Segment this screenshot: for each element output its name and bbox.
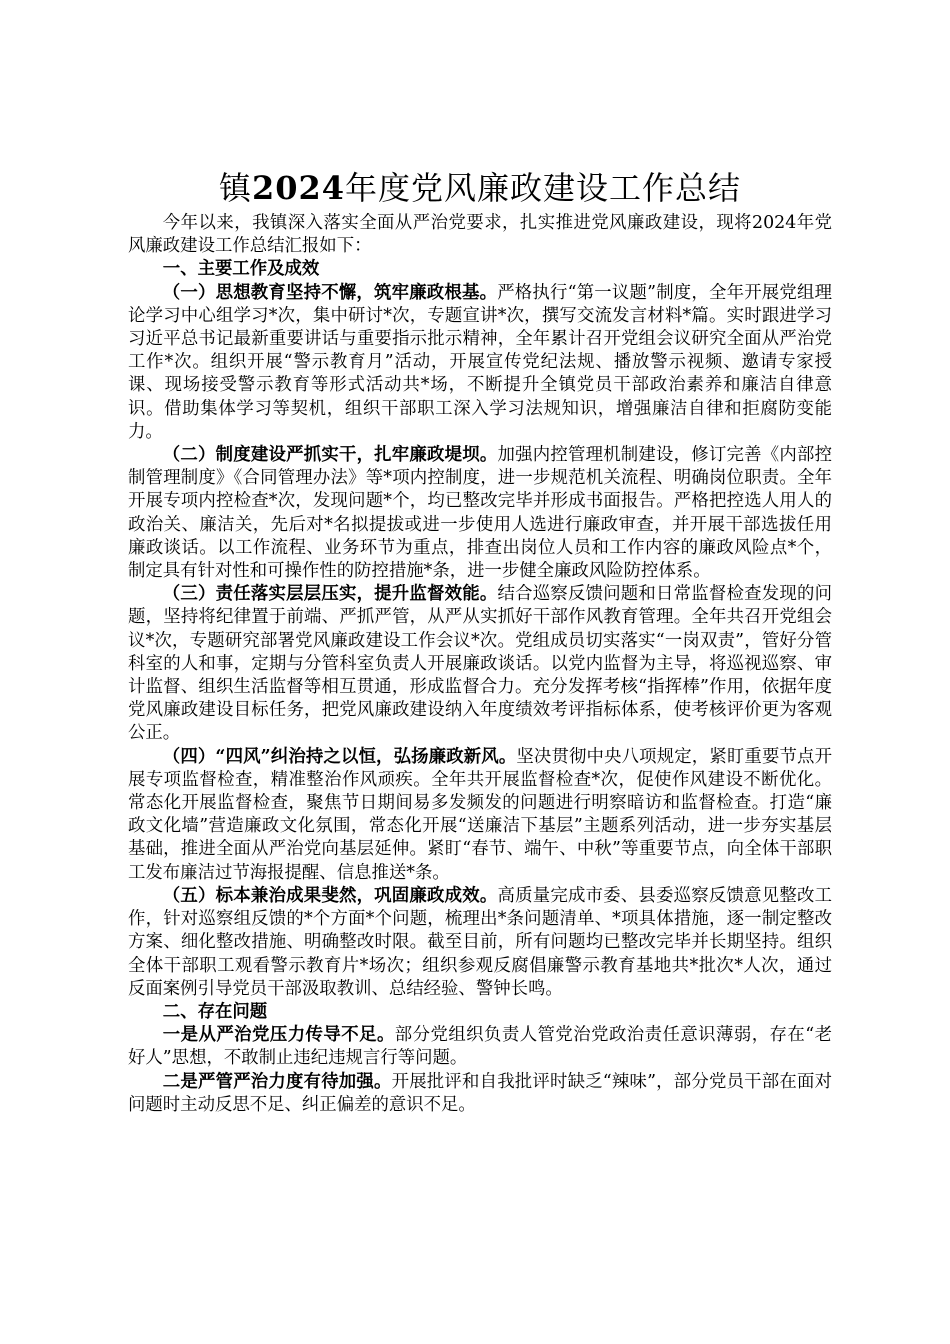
title-prefix: 镇 — [218, 169, 252, 207]
document-title — [128, 168, 832, 208]
section2-item-1 — [128, 1024, 832, 1070]
item-lead: （一）思想教育坚持不懈，筑牢廉政根基。 — [162, 282, 498, 303]
section2-heading: 二、存在问题 — [162, 1001, 268, 1022]
item-lead: （二）制度建设严抓实干，扎牢廉政堤坝。 — [162, 445, 498, 466]
item-body: 结合巡察反馈问题和日常监督检查发现的问题，坚持将纪律置于前端、严抓严管，从严从实抓好干部作风教育管理。全年共召开党组会议*次，专题研究部署党风廉政建设工作会议*次。党组成员切实落实“一岗双责”，管好分管科室的人和事，定期与分管科室负责人开展廉政谈话。以党内监督为主导，将巡视巡察、审计监督、组织生活监督等相互贯通，形成监督合力。充分发挥考核“指挥棒”作用，依据年度党风廉政建设目标任务，把党风廉政建设纳入年度绩效考评指标体系，使考核评价更为客观公正。 — [128, 584, 832, 744]
section1-item-4 — [128, 746, 832, 885]
section1-item-5 — [128, 885, 832, 1001]
item-lead: （五）标本兼治成果斐然，巩固廉政成效。 — [162, 885, 498, 906]
section1-item-3 — [128, 583, 832, 745]
item-lead: （四）“四风”纠治持之以恒，弘扬廉政新风。 — [162, 746, 517, 767]
section1-item-2 — [128, 444, 832, 583]
item-body: 部分党组织负责人管党治党政治责任意识薄弱，存在“老好人”思想，不敢制止违纪违规言行等问题。 — [128, 1025, 832, 1069]
item-body: 严格执行“第一议题”制度，全年开展党组理论学习中心组学习*次，集中研讨*次，专题宣讲*次，撰写交流发言材料*篇。实时跟进学习习近平总书记最新重要讲话与重要指示批示精神，全年累计召开党组会议研究全面从严治党工作*次。组织开展“警示教育月”活动，开展宣传党纪法规、播放警示视频、邀请专家授课、现场接受警示教育等形式活动共*场，不断提升全镇党员干部政治素养和廉洁自律意识。借助集体学习等契机，组织干部职工深入学习法规知识，增强廉洁自律和拒腐防变能力。 — [128, 282, 832, 442]
intro-paragraph: 今年以来，我镇深入落实全面从严治党要求，扎实推进党风廉政建设，现将2024年党风廉政建设工作总结汇报如下： — [128, 213, 832, 257]
section2-item-2 — [128, 1071, 832, 1117]
section1-heading: 一、主要工作及成效 — [162, 259, 320, 280]
document-page — [128, 168, 832, 1117]
item-lead: 二是严管严治力度有待加强。 — [162, 1071, 392, 1092]
item-lead: （三）责任落实层层压实，提升监督效能。 — [162, 584, 498, 605]
title-year: 2024 — [251, 169, 346, 207]
item-lead: 一是从严治党压力传导不足。 — [162, 1025, 395, 1046]
item-body: 高质量完成市委、县委巡察反馈意见整改工作，针对巡察组反馈的*个方面*个问题，梳理出*条问题清单、*项具体措施，逐一制定整改方案、细化整改措施、明确整改时限。截至目前，所有问题均已整改完毕并长期坚持。组织全体干部职工观看警示教育片*场次；组织参观反腐倡廉警示教育基地共*批次*人次，通过反面案例引导党员干部汲取教训、总结经验、警钟长鸣。 — [128, 885, 832, 999]
item-body: 开展批评和自我批评时缺乏“辣味”，部分党员干部在面对问题时主动反思不足、纠正偏差的意识不足。 — [128, 1071, 832, 1115]
item-body: 加强内控管理机制建设，修订完善《内部控制管理制度》《合同管理办法》等*项内控制度，进一步规范机关流程、明确岗位职责。全年开展专项内控检查*次，发现问题*个，均已整改完毕并形成书面报告。严格把控选人用人的政治关、廉洁关，先后对*名拟提拔或进一步使用人选进行廉政审查，并开展干部选拔任用廉政谈话。以工作流程、业务环节为重点，排查出岗位人员和工作内容的廉政风险点*个，制定具有针对性和可操作性的防控措施*条，进一步健全廉政风险防控体系。 — [128, 445, 832, 582]
title-suffix: 年度党风廉政建设工作总结 — [345, 169, 742, 207]
section1-item-1 — [128, 282, 832, 444]
item-body: 坚决贯彻中央八项规定，紧盯重要节点开展专项监督检查，精准整治作风顽疾。全年共开展监督检查*次，促使作风建设不断优化。常态化开展监督检查，聚焦节日期间易多发频发的问题进行明察暗访和监督检查。打造“廉政文化墙”营造廉政文化氛围，常态化开展“送廉洁下基层”主题系列活动，进一步夯实基层基础，推进全面从严治党向基层延伸。紧盯“春节、端午、中秋”等重要节点，向全体干部职工发布廉洁过节海报提醒、信息推送*条。 — [128, 746, 832, 883]
